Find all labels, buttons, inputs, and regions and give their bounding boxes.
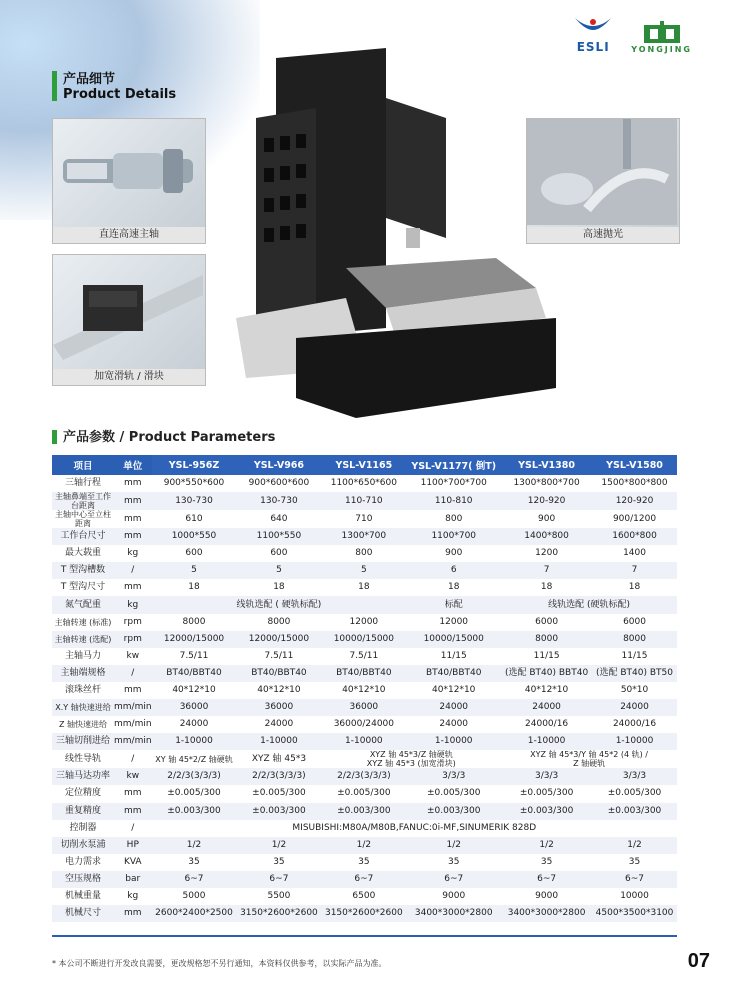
table-cell: 35: [501, 854, 592, 871]
table-cell: 1100*550: [236, 528, 321, 545]
table-cell: 主轴转速 (标准): [52, 614, 114, 631]
table-cell: 定位精度: [52, 785, 114, 802]
table-cell: ±0.003/300: [406, 803, 501, 820]
table-cell: 36000: [152, 699, 237, 716]
yongjing-logo: [631, 19, 692, 54]
table-cell: mm: [114, 492, 152, 510]
table-cell: 900: [501, 510, 592, 528]
table-cell: X.Y 轴快速进给: [52, 699, 114, 716]
table-cell: 3150*2600*2600: [236, 905, 321, 922]
table-cell: 重复精度: [52, 803, 114, 820]
table-cell: 切削水泵浦: [52, 837, 114, 854]
page-number: 07: [687, 950, 710, 972]
title-bar: [52, 71, 57, 101]
table-row: [52, 665, 677, 682]
table-cell: 10000/15000: [321, 631, 406, 648]
col-header: YSL-V1380: [501, 455, 592, 475]
table-cell: ±0.005/300: [152, 785, 237, 802]
table-cell: mm: [114, 579, 152, 596]
table-cell: 主轴马力: [52, 648, 114, 665]
table-cell: 900: [406, 545, 501, 562]
table-cell: 130-730: [236, 492, 321, 510]
table-cell: 40*12*10: [501, 682, 592, 699]
table-cell: 24000: [406, 716, 501, 733]
table-cell: 600: [236, 545, 321, 562]
table-cell: 6~7: [152, 871, 237, 888]
col-header: YSL-V966: [236, 455, 321, 475]
table-row: [52, 820, 677, 837]
table-cell: 35: [592, 854, 677, 871]
table-row: [52, 888, 677, 905]
col-header: 项目: [52, 455, 114, 475]
table-cell: 24000: [501, 699, 592, 716]
table-cell: KVA: [114, 854, 152, 871]
table-cell: 40*12*10: [406, 682, 501, 699]
detail-rail: [52, 254, 206, 386]
table-cell: ±0.003/300: [321, 803, 406, 820]
table-cell: 800: [406, 510, 501, 528]
table-cell: 主轴转速 (选配): [52, 631, 114, 648]
table-cell: 1300*700: [321, 528, 406, 545]
table-cell: XYZ 轴 45*3/Z 轴硬轨 XYZ 轴 45*3 (加宽滑块): [321, 750, 501, 768]
detail-caption: 高速抛光: [527, 227, 679, 243]
table-cell: rpm: [114, 631, 152, 648]
table-cell: 3/3/3: [406, 768, 501, 785]
table-cell: BT40/BBT40: [152, 665, 237, 682]
table-cell: 120-920: [501, 492, 592, 510]
table-row: [52, 528, 677, 545]
table-cell: 最大载重: [52, 545, 114, 562]
table-body: [52, 475, 677, 922]
table-cell: 氮气配重: [52, 596, 114, 613]
table-cell: ±0.003/300: [592, 803, 677, 820]
table-cell: 三轴行程: [52, 475, 114, 492]
table-cell: 600: [152, 545, 237, 562]
table-cell: 18: [501, 579, 592, 596]
table-cell: mm: [114, 682, 152, 699]
table-cell: XY 轴 45*2/Z 轴硬轨: [152, 750, 237, 768]
table-cell: 主轴中心至立柱距离: [52, 510, 114, 528]
table-cell: 610: [152, 510, 237, 528]
table-row: [52, 803, 677, 820]
table-cell: 24000: [592, 699, 677, 716]
table-cell: 线轨选配 ( 硬轨标配): [152, 596, 407, 613]
table-cell: kg: [114, 545, 152, 562]
table-cell: rpm: [114, 614, 152, 631]
table-row: [52, 562, 677, 579]
table-cell: 9000: [501, 888, 592, 905]
table-cell: 18: [592, 579, 677, 596]
table-cell: 1100*700: [406, 528, 501, 545]
machining-center-image: [236, 38, 566, 436]
table-cell: 1400*800: [501, 528, 592, 545]
table-row: [52, 545, 677, 562]
table-cell: 1000*550: [152, 528, 237, 545]
table-row: [52, 750, 677, 768]
table-cell: 5500: [236, 888, 321, 905]
table-cell: (选配 BT40) BBT40: [501, 665, 592, 682]
table-row: [52, 631, 677, 648]
esli-logo: [573, 14, 613, 54]
col-header: YSL-956Z: [152, 455, 237, 475]
spindle-image: [53, 119, 205, 227]
table-cell: 线性导轨: [52, 750, 114, 768]
table-row: [52, 905, 677, 922]
table-cell: 35: [236, 854, 321, 871]
table-cell: 35: [321, 854, 406, 871]
table-cell: 1/2: [406, 837, 501, 854]
table-cell: 6~7: [236, 871, 321, 888]
table-row: [52, 854, 677, 871]
table-cell: 3400*3000*2800: [406, 905, 501, 922]
table-cell: 18: [406, 579, 501, 596]
table-cell: 11/15: [592, 648, 677, 665]
table-cell: 1300*800*700: [501, 475, 592, 492]
details-title-en: Product Details: [63, 87, 177, 102]
table-cell: kw: [114, 648, 152, 665]
table-cell: BT40/BBT40: [321, 665, 406, 682]
table-cell: mm/min: [114, 716, 152, 733]
table-cell: 18: [152, 579, 237, 596]
table-cell: 1/2: [592, 837, 677, 854]
table-cell: /: [114, 562, 152, 579]
table-cell: 1/2: [152, 837, 237, 854]
table-cell: 35: [406, 854, 501, 871]
table-cell: ±0.005/300: [321, 785, 406, 802]
table-cell: /: [114, 820, 152, 837]
table-cell: 36000: [321, 699, 406, 716]
table-cell: 1100*700*700: [406, 475, 501, 492]
table-cell: 机械重量: [52, 888, 114, 905]
table-cell: 1/2: [501, 837, 592, 854]
table-cell: 线轨选配 (硬轨标配): [501, 596, 677, 613]
table-cell: 10000/15000: [406, 631, 501, 648]
table-row: [52, 510, 677, 528]
table-cell: 900/1200: [592, 510, 677, 528]
yongjing-mark-icon: [642, 19, 682, 45]
table-cell: 50*10: [592, 682, 677, 699]
esli-logo-text: ESLI: [576, 40, 610, 54]
table-cell: kg: [114, 596, 152, 613]
table-cell: 7: [501, 562, 592, 579]
esli-mark-icon: [573, 14, 613, 40]
table-cell: 12000: [321, 614, 406, 631]
table-row: [52, 768, 677, 785]
parameters-table: [52, 455, 677, 922]
table-cell: ±0.005/300: [501, 785, 592, 802]
table-cell: 7: [592, 562, 677, 579]
table-cell: 8000: [501, 631, 592, 648]
table-cell: 3400*3000*2800: [501, 905, 592, 922]
table-cell: T 型沟尺寸: [52, 579, 114, 596]
table-cell: 710: [321, 510, 406, 528]
table-cell: 三轴马达功率: [52, 768, 114, 785]
table-cell: 电力需求: [52, 854, 114, 871]
table-cell: 1-10000: [321, 733, 406, 750]
table-cell: ±0.005/300: [236, 785, 321, 802]
table-cell: ±0.005/300: [406, 785, 501, 802]
table-row: [52, 785, 677, 802]
table-cell: 2/2/3(3/3/3): [152, 768, 237, 785]
table-cell: 10000: [592, 888, 677, 905]
table-cell: 标配: [406, 596, 501, 613]
table-cell: 900*550*600: [152, 475, 237, 492]
table-cell: mm/min: [114, 699, 152, 716]
table-cell: 6~7: [406, 871, 501, 888]
table-cell: 6000: [592, 614, 677, 631]
table-cell: 5: [321, 562, 406, 579]
table-cell: 3/3/3: [501, 768, 592, 785]
table-cell: 6~7: [592, 871, 677, 888]
table-row: [52, 871, 677, 888]
table-cell: 1-10000: [152, 733, 237, 750]
table-cell: 2600*2400*2500: [152, 905, 237, 922]
table-cell: ±0.003/300: [501, 803, 592, 820]
table-cell: 8000: [152, 614, 237, 631]
yongjing-logo-text: YONGJING: [631, 45, 692, 54]
params-title-text: 产品参数 / Product Parameters: [63, 430, 276, 445]
table-cell: mm: [114, 785, 152, 802]
table-cell: T 型沟槽数: [52, 562, 114, 579]
detail-spindle: [52, 118, 206, 244]
table-cell: 滚珠丝杆: [52, 682, 114, 699]
detail-caption: 直连高速主轴: [53, 227, 205, 243]
table-row: [52, 648, 677, 665]
table-cell: 3/3/3: [592, 768, 677, 785]
table-cell: 110-710: [321, 492, 406, 510]
table-cell: XYZ 轴 45*3: [236, 750, 321, 768]
table-cell: ±0.005/300: [592, 785, 677, 802]
table-cell: 5000: [152, 888, 237, 905]
table-row: [52, 596, 677, 613]
table-cell: 900*600*600: [236, 475, 321, 492]
table-cell: 24000: [406, 699, 501, 716]
table-cell: 工作台尺寸: [52, 528, 114, 545]
table-cell: 18: [236, 579, 321, 596]
footnote: * 本公司不断进行开发改良需要，更改规格恕不另行通知，本资料仅供参考，以实际产品为准。: [52, 959, 387, 968]
table-cell: 1-10000: [236, 733, 321, 750]
table-row: [52, 614, 677, 631]
table-cell: 8000: [236, 614, 321, 631]
table-cell: 6~7: [321, 871, 406, 888]
title-bar: [52, 430, 57, 444]
table-cell: 主轴端规格: [52, 665, 114, 682]
table-cell: 36000/24000: [321, 716, 406, 733]
table-row: [52, 579, 677, 596]
rail-image: [53, 255, 205, 369]
table-bottom-rule: [52, 935, 677, 937]
table-cell: 2/2/3(3/3/3): [236, 768, 321, 785]
table-cell: 5: [236, 562, 321, 579]
table-cell: /: [114, 750, 152, 768]
table-cell: ±0.003/300: [152, 803, 237, 820]
table-cell: 7.5/11: [321, 648, 406, 665]
table-cell: 9000: [406, 888, 501, 905]
table-header-row: [52, 455, 677, 475]
col-header: YSL-V1580: [592, 455, 677, 475]
table-cell: 36000: [236, 699, 321, 716]
table-cell: 24000: [152, 716, 237, 733]
table-cell: kw: [114, 768, 152, 785]
table-row: [52, 475, 677, 492]
table-cell: mm: [114, 510, 152, 528]
product-parameters-title: [52, 426, 275, 445]
table-cell: 35: [152, 854, 237, 871]
table-row: [52, 699, 677, 716]
table-cell: 18: [321, 579, 406, 596]
table-cell: BT40/BBT40: [236, 665, 321, 682]
table-cell: 12000/15000: [236, 631, 321, 648]
table-cell: 1200: [501, 545, 592, 562]
table-cell: 5: [152, 562, 237, 579]
table-cell: 130-730: [152, 492, 237, 510]
table-cell: 6: [406, 562, 501, 579]
table-cell: MISUBISHI:M80A/M80B,FANUC:0i-MF,SINUMERIK 828D: [152, 820, 677, 837]
col-header: 单位: [114, 455, 152, 475]
table-cell: mm: [114, 803, 152, 820]
table-cell: mm: [114, 528, 152, 545]
table-cell: 11/15: [406, 648, 501, 665]
table-row: [52, 837, 677, 854]
table-cell: 24000/16: [501, 716, 592, 733]
table-cell: Z 轴快速进给: [52, 716, 114, 733]
table-cell: mm: [114, 475, 152, 492]
table-cell: HP: [114, 837, 152, 854]
table-cell: 8000: [592, 631, 677, 648]
table-cell: 11/15: [501, 648, 592, 665]
table-cell: 1500*800*800: [592, 475, 677, 492]
table-cell: 2/2/3(3/3/3): [321, 768, 406, 785]
table-row: [52, 733, 677, 750]
details-title-cn: 产品细节: [63, 72, 116, 87]
table-cell: 12000: [406, 614, 501, 631]
brand-logos: [573, 14, 692, 54]
table-cell: 1-10000: [406, 733, 501, 750]
table-cell: 12000/15000: [152, 631, 237, 648]
table-cell: mm/min: [114, 733, 152, 750]
table-cell: 机械尺寸: [52, 905, 114, 922]
table-cell: 1600*800: [592, 528, 677, 545]
table-cell: 800: [321, 545, 406, 562]
table-cell: 40*12*10: [152, 682, 237, 699]
product-details-title: [52, 68, 176, 102]
table-cell: 3150*2600*2600: [321, 905, 406, 922]
table-cell: 7.5/11: [236, 648, 321, 665]
table-cell: 1-10000: [592, 733, 677, 750]
table-cell: ±0.003/300: [236, 803, 321, 820]
table-cell: 1/2: [321, 837, 406, 854]
table-cell: 1400: [592, 545, 677, 562]
table-cell: 空压规格: [52, 871, 114, 888]
table-cell: BT40/BBT40: [406, 665, 501, 682]
table-cell: 110-810: [406, 492, 501, 510]
table-cell: 640: [236, 510, 321, 528]
table-cell: 三轴切削进给: [52, 733, 114, 750]
table-cell: (选配 BT40) BT50: [592, 665, 677, 682]
table-cell: 24000/16: [592, 716, 677, 733]
col-header: YSL-V1165: [321, 455, 406, 475]
table-cell: 40*12*10: [236, 682, 321, 699]
table-cell: 6000: [501, 614, 592, 631]
table-cell: 7.5/11: [152, 648, 237, 665]
table-row: [52, 492, 677, 510]
table-cell: 1100*650*600: [321, 475, 406, 492]
table-cell: 1-10000: [501, 733, 592, 750]
table-cell: 6500: [321, 888, 406, 905]
table-cell: 控制器: [52, 820, 114, 837]
col-header: YSL-V1177( 倒T): [406, 455, 501, 475]
table-cell: 1/2: [236, 837, 321, 854]
table-cell: 120-920: [592, 492, 677, 510]
table-cell: mm: [114, 905, 152, 922]
table-cell: 4500*3500*3100: [592, 905, 677, 922]
table-cell: 40*12*10: [321, 682, 406, 699]
table-cell: 主轴鼻端至工作台距离: [52, 492, 114, 510]
table-cell: 6~7: [501, 871, 592, 888]
table-cell: kg: [114, 888, 152, 905]
table-cell: bar: [114, 871, 152, 888]
table-cell: 24000: [236, 716, 321, 733]
table-cell: /: [114, 665, 152, 682]
table-row: [52, 682, 677, 699]
table-cell: XYZ 轴 45*3/Y 轴 45*2 (4 轨) / Z 轴硬轨: [501, 750, 677, 768]
detail-caption: 加宽滑轨 / 滑块: [53, 369, 205, 385]
table-row: [52, 716, 677, 733]
